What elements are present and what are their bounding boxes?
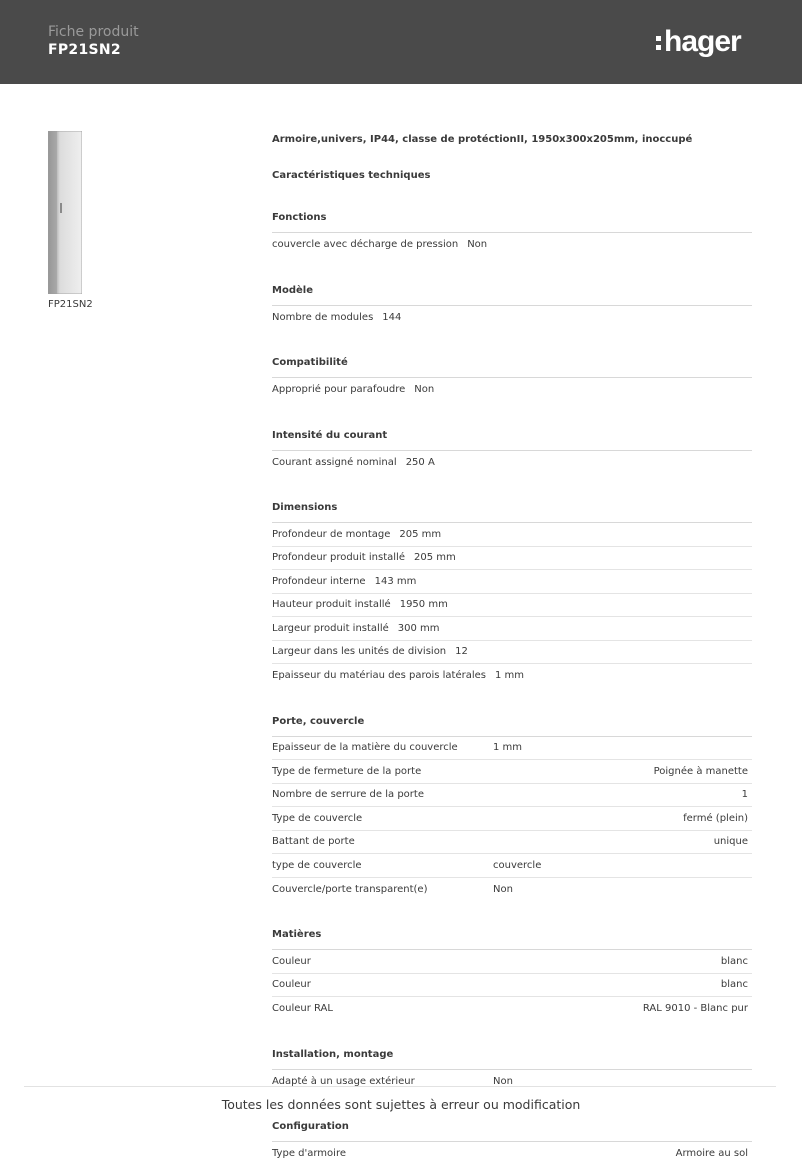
spec-label: Epaisseur de la matière du couvercle <box>272 742 458 753</box>
hager-logo <box>656 22 741 62</box>
spec-label: Epaisseur du matériau des parois latérales <box>272 670 487 681</box>
product-code: FP21SN2 <box>48 42 121 58</box>
spec-value: Non <box>467 239 488 250</box>
spec-value: fermé (plein) <box>683 812 748 824</box>
spec-label: Type de couvercle <box>272 812 363 824</box>
spec-value: 12 <box>455 646 468 657</box>
spec-row <box>272 807 752 831</box>
spec-row <box>272 570 752 594</box>
section-title: Configuration <box>272 1120 752 1142</box>
spec-label: Nombre de modules <box>272 311 374 323</box>
spec-value: 1 mm <box>495 670 525 681</box>
product-image <box>48 131 82 294</box>
spec-label: Battant de porte <box>272 836 355 847</box>
spec-row <box>272 617 752 641</box>
section-title: Dimensions <box>272 501 752 523</box>
section-porte-couvercle <box>272 715 752 902</box>
spec-value: 205 mm <box>399 528 442 540</box>
section-title: Compatibilité <box>272 356 752 378</box>
spec-row <box>272 760 752 784</box>
spec-label: Profondeur de montage <box>272 528 391 540</box>
spec-value: 300 mm <box>397 622 440 634</box>
spec-row <box>272 784 752 808</box>
logo-text: hager <box>664 25 741 58</box>
spec-label: Type d'armoire <box>272 1148 346 1159</box>
spec-row <box>272 641 752 665</box>
spec-value: 144 <box>382 311 402 323</box>
spec-row <box>272 997 752 1021</box>
spec-value: 205 mm <box>413 552 456 563</box>
spec-row <box>272 854 752 878</box>
spec-row <box>272 664 752 688</box>
spec-label: couvercle avec décharge de pression <box>272 239 459 250</box>
spec-label: type de couvercle <box>272 859 362 871</box>
spec-label: Couvercle/porte transparent(e) <box>272 883 428 895</box>
spec-value: 1 mm <box>493 742 523 753</box>
spec-label: Couleur RAL <box>272 1003 333 1014</box>
section-dimensions <box>272 501 752 688</box>
section-title: Porte, couvercle <box>272 715 752 737</box>
spec-value: 1950 mm <box>399 599 448 610</box>
spec-value: Non <box>493 1075 513 1087</box>
spec-value: Non <box>414 384 435 395</box>
spec-row <box>272 594 752 618</box>
section-title: Fonctions <box>272 211 752 233</box>
spec-row <box>272 233 752 257</box>
section-title: Intensité du courant <box>272 429 752 451</box>
section-title: Installation, montage <box>272 1048 752 1070</box>
spec-label: Couleur <box>272 979 311 990</box>
spec-row <box>272 878 752 902</box>
logo-dots-icon <box>656 36 661 50</box>
spec-label: Adapté à un usage extérieur <box>272 1075 415 1087</box>
footer-disclaimer: Toutes les données sont sujettes à erreur ou modification <box>221 1097 581 1112</box>
section-intensite <box>272 429 752 475</box>
page-header <box>0 0 802 84</box>
spec-row <box>272 1070 752 1094</box>
section-fonctions <box>272 211 752 257</box>
spec-value: 1 <box>741 789 748 800</box>
spec-row <box>272 451 752 475</box>
spec-value: blanc <box>720 979 748 990</box>
section-modele <box>272 284 752 330</box>
spec-row <box>272 737 752 761</box>
spec-row <box>272 831 752 855</box>
spec-row <box>272 974 752 998</box>
spec-label: Approprié pour parafoudre <box>272 384 406 395</box>
spec-row <box>272 547 752 571</box>
header-kicker: Fiche produit <box>48 24 139 40</box>
section-compatibilite <box>272 356 752 402</box>
door-handle-icon <box>60 203 62 213</box>
spec-value: couvercle <box>493 859 542 871</box>
spec-value: 143 mm <box>374 575 417 587</box>
product-title: Armoire,univers, IP44, classe de protéctionII, 1950x300x205mm, inoccupé <box>272 134 693 145</box>
spec-value: Armoire au sol <box>675 1148 748 1159</box>
spec-row <box>272 523 752 547</box>
spec-content <box>272 133 752 1166</box>
spec-label: Profondeur produit installé <box>272 552 405 563</box>
spec-title: Caractéristiques techniques <box>272 170 431 181</box>
spec-label: Largeur dans les unités de division <box>272 646 447 657</box>
spec-row <box>272 306 752 330</box>
spec-value: blanc <box>720 955 748 967</box>
section-title: Modèle <box>272 284 752 306</box>
spec-row <box>272 1142 752 1166</box>
spec-row <box>272 950 752 974</box>
section-configuration <box>272 1120 752 1166</box>
spec-label: Profondeur interne <box>272 575 366 587</box>
product-caption: FP21SN2 <box>48 299 93 310</box>
spec-value: Poignée à manette <box>653 765 748 777</box>
spec-label: Hauteur produit installé <box>272 599 391 610</box>
spec-value: unique <box>713 836 748 847</box>
section-matieres <box>272 928 752 1021</box>
spec-value: 250 A <box>405 456 435 468</box>
spec-row <box>272 378 752 402</box>
spec-label: Couleur <box>272 955 311 967</box>
section-title: Matières <box>272 928 752 950</box>
spec-label: Courant assigné nominal <box>272 456 397 468</box>
footer-divider <box>24 1086 776 1087</box>
spec-value: Non <box>493 883 513 895</box>
spec-label: Type de fermeture de la porte <box>272 765 422 777</box>
spec-label: Nombre de serrure de la porte <box>272 789 424 800</box>
spec-value: RAL 9010 - Blanc pur <box>642 1003 748 1014</box>
spec-label: Largeur produit installé <box>272 622 389 634</box>
